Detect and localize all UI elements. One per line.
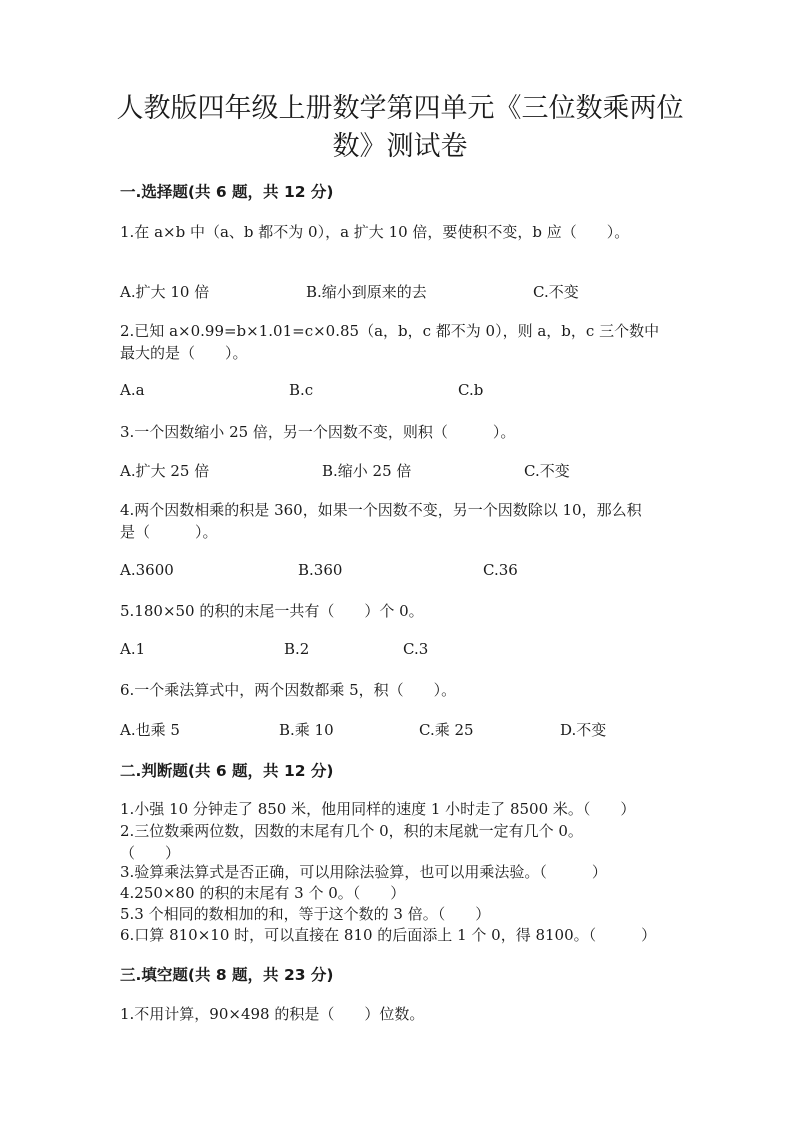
q3-option-a: A.扩大 25 倍 <box>120 462 210 480</box>
section-heading-fill: 三.填空题(共 8 题，共 23 分) <box>120 966 334 984</box>
page-title <box>100 90 700 166</box>
q6-option-d: D.不变 <box>560 721 607 739</box>
question-6: 6.一个乘法算式中，两个因数都乘 5，积（ ）。 <box>120 681 457 699</box>
q4-option-c: C.36 <box>483 561 518 579</box>
judge-2-line-2: （ ） <box>120 844 181 862</box>
q2-option-a: A.a <box>120 381 145 399</box>
question-3: 3.一个因数缩小 25 倍，另一个因数不变，则积（ ）。 <box>120 423 516 441</box>
question-5: 5.180×50 的积的末尾一共有（ ）个 0。 <box>120 602 424 620</box>
judge-5: 5.3 个相同的数相加的和，等于这个数的 3 倍。（ ） <box>120 905 491 923</box>
question-2-line-1: 2.已知 a×0.99=b×1.01=c×0.85（a，b，c 都不为 0），则 a，b，c 三个数中 <box>120 322 660 340</box>
q4-option-a: A.3600 <box>120 561 174 579</box>
q3-option-b: B.缩小 25 倍 <box>322 462 412 480</box>
q3-option-c: C.不变 <box>524 462 570 480</box>
q2-option-c: C.b <box>458 381 484 399</box>
judge-2-line-1: 2.三位数乘两位数，因数的末尾有几个 0，积的末尾就一定有几个 0。 <box>120 822 583 840</box>
question-2-line-2: 最大的是（ ）。 <box>120 344 248 362</box>
question-4-line-2: 是（ ）。 <box>120 523 218 541</box>
question-4-line-1: 4.两个因数相乘的积是 360，如果一个因数不变，另一个因数除以 10，那么积 <box>120 501 642 519</box>
title-line-1: 人教版四年级上册数学第四单元《三位数乘两位 <box>116 93 684 124</box>
q1-option-a: A.扩大 10 倍 <box>120 283 210 301</box>
q2-option-b: B.c <box>289 381 314 399</box>
question-1: 1.在 a×b 中（a、b 都不为 0），a 扩大 10 倍，要使积不变，b 应（ ）。 <box>120 223 630 241</box>
q4-option-b: B.360 <box>298 561 343 579</box>
q6-option-b: B.乘 10 <box>279 721 334 739</box>
q6-option-c: C.乘 25 <box>419 721 474 739</box>
judge-1: 1.小强 10 分钟走了 850 米，他用同样的速度 1 小时走了 8500 米。（ ） <box>120 800 636 818</box>
judge-4: 4.250×80 的积的末尾有 3 个 0。（ ） <box>120 884 406 902</box>
section-heading-choice: 一.选择题(共 6 题，共 12 分) <box>120 183 334 201</box>
q5-option-b: B.2 <box>284 640 310 658</box>
q5-option-c: C.3 <box>403 640 429 658</box>
title-line-2: 数》测试卷 <box>332 131 468 162</box>
section-heading-judge: 二.判断题(共 6 题，共 12 分) <box>120 762 334 780</box>
q1-option-c: C.不变 <box>533 283 579 301</box>
q6-option-a: A.也乘 5 <box>120 721 180 739</box>
judge-3: 3.验算乘法算式是否正确，可以用除法验算，也可以用乘法验。（ ） <box>120 863 607 881</box>
fill-1: 1.不用计算，90×498 的积是（ ）位数。 <box>120 1005 425 1023</box>
q5-option-a: A.1 <box>120 640 146 658</box>
judge-6: 6.口算 810×10 时，可以直接在 810 的后面添上 1 个 0，得 8100。（ ） <box>120 926 657 944</box>
q1-option-b: B.缩小到原来的去 <box>306 283 427 301</box>
